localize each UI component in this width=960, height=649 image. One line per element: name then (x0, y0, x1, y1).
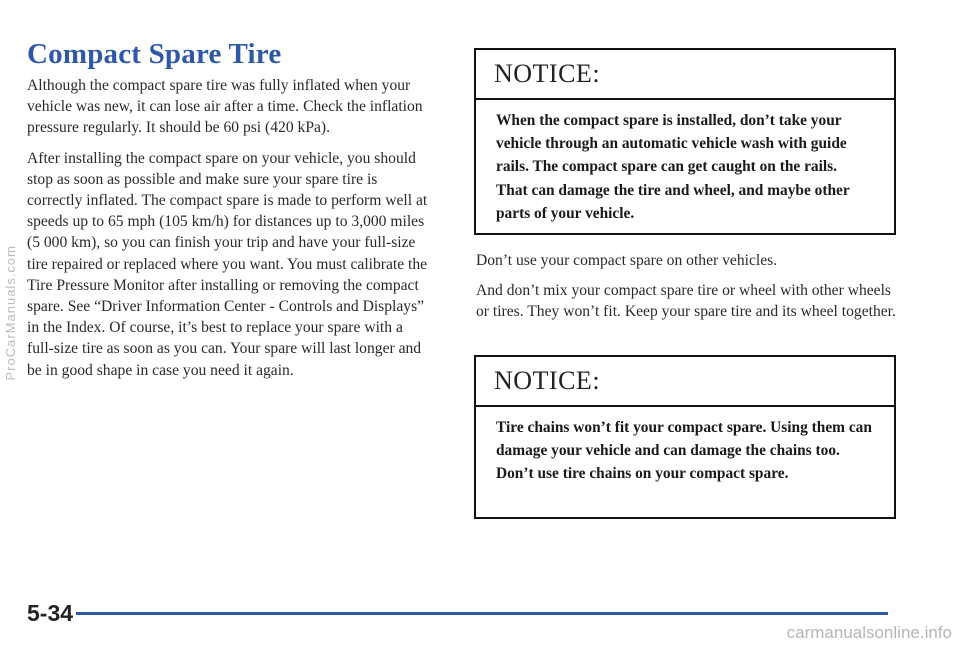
side-watermark: ProCarManuals.com (3, 245, 18, 381)
paragraph-inflation: Although the compact spare tire was fully inflated when your vehicle was new, it can lose air after a time. Check the inflation pressure regularly. It should be 60 psi (420 kPa). (27, 77, 423, 137)
paragraph-installing: After installing the compact spare on your vehicle, you should stop as soon as possible and make sure your spare tire is correctly inflated. The compact spare is made to perform well at speeds up to 65 mph (105 km/h) for distances up to 3,000 miles (5 000 km), so you can finish your trip and have your full-size tire repaired or replaced where you want. You must calibrate the Tire Pressure Monitor after installing or removing the compact spare. See “Driver Information Center - Controls and Displays” in the Index. Of course, it’s best to replace your spare with a full-size tire as soon as you can. Your spare will last longer and be in good shape in case you need it again. (27, 149, 428, 379)
section-title: Compact Spare Tire (27, 38, 282, 70)
right-column (476, 250, 896, 332)
paragraph-mix-wheels: And don’t mix your compact spare tire or wheel with other wheels or tires. They won’t fit. Keep your spare tire and its wheel together. (476, 282, 896, 321)
notice-box-tire-chains (474, 355, 896, 519)
footer-divider (76, 612, 888, 615)
notice-box-car-wash (474, 48, 896, 235)
left-column (27, 75, 432, 390)
bottom-watermark: carmanualsonline.info (786, 623, 952, 642)
notice-text: When the compact spare is installed, don’t take your vehicle through an automatic vehicle wash with guide rails. The compact spare can get caught on the rails. That can damage the tire and wheel, and maybe other parts of your vehicle. (496, 112, 850, 222)
notice-heading: NOTICE: (476, 357, 894, 407)
notice-heading: NOTICE: (476, 50, 894, 100)
paragraph-other-vehicles: Don’t use your compact spare on other vehicles. (476, 252, 778, 269)
notice-text: Tire chains won’t fit your compact spare. Using them can damage your vehicle and can damage the chains too. Don’t use tire chains on your compact spare. (496, 419, 872, 483)
page-number: 5-34 (27, 600, 74, 626)
